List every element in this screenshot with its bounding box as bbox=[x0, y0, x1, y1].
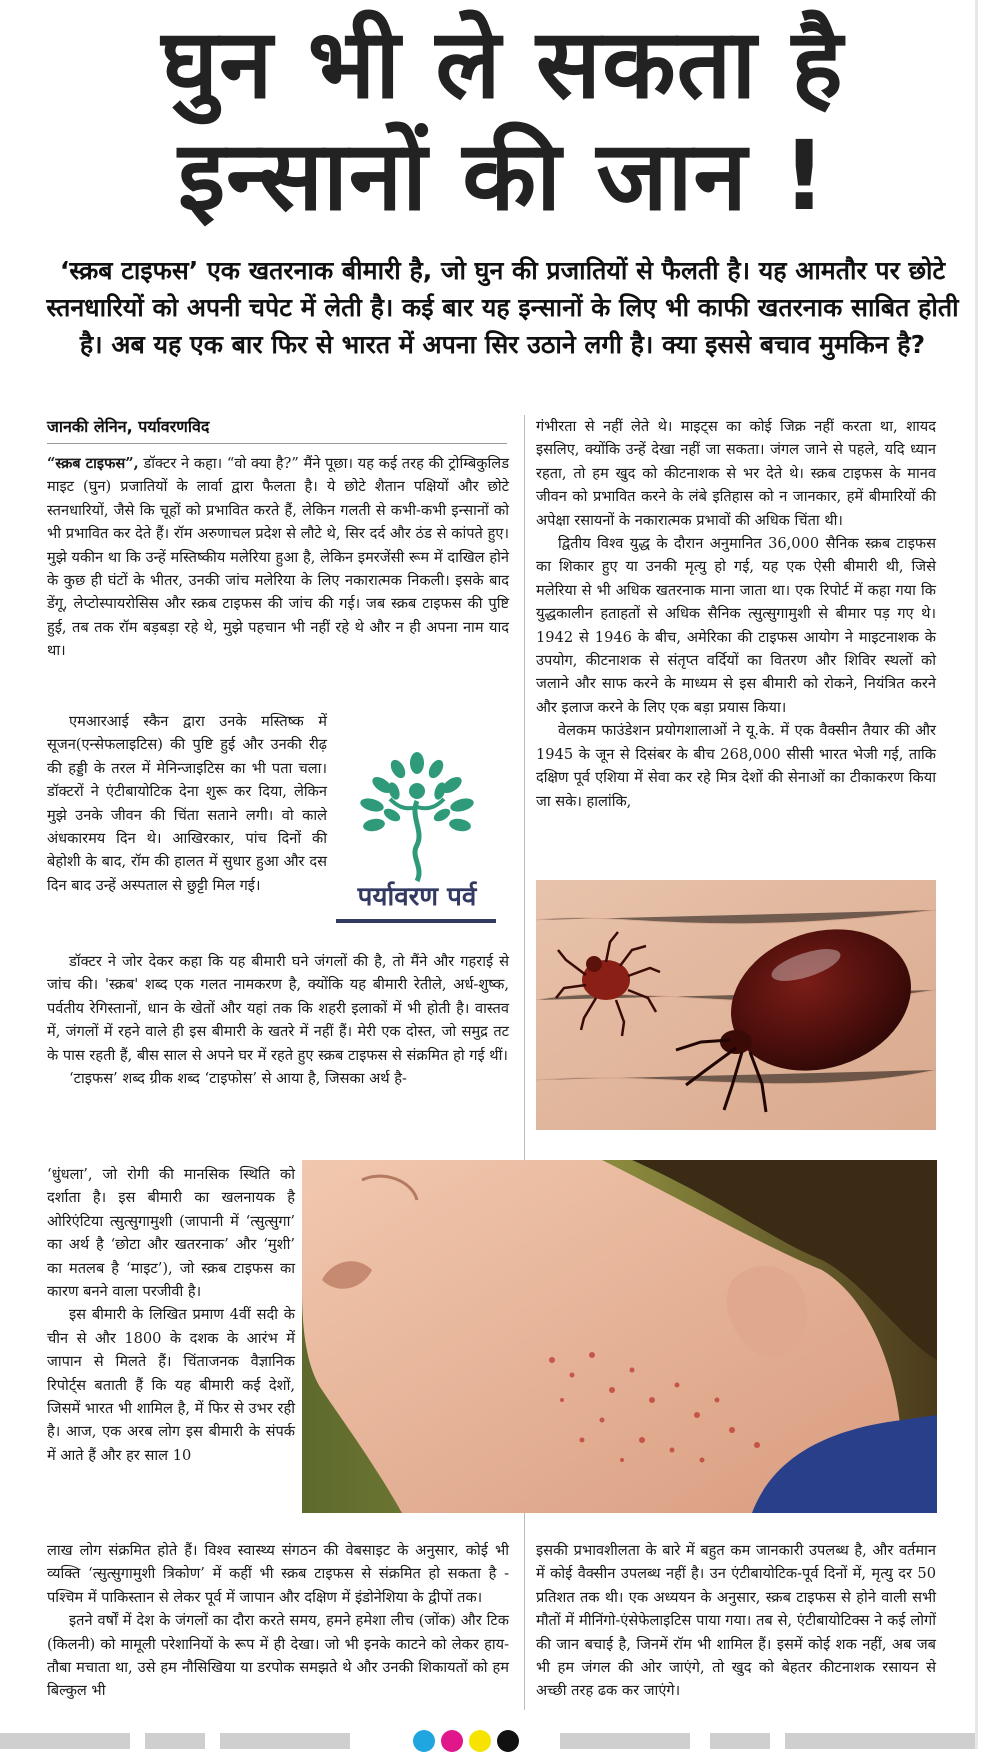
left-column-middle bbox=[47, 950, 509, 1090]
tree-figure-icon bbox=[332, 745, 502, 885]
deck: ‘स्क्रब टाइफस’ एक खतरनाक बीमारी है, जो घुन की प्रजातियों से फैलती है। यह आमतौर पर छोटे स्तनधारियों को अपनी चपेट में लेती है। कई बार यह इन्सानों के लिए भी काफी खतरनाक साबित होती है। अब यह एक बार फिर से भारत में अपना सिर उठाने लगी है। क्या इससे बचाव मुमकिन है? bbox=[46, 256, 959, 359]
lead-word: “स्क्रब टाइफस”, bbox=[47, 455, 139, 472]
paragraph-1-text: डॉक्टर ने कहा। “वो क्या है?” मैंने पूछा। यह कई तरह की ट्रोम्बिकुलिड माइट (घुन) प्रजातियों के लार्वा द्वारा फैलता है। ये छोटे शैतान पक्षियों और छोटे स्तनधारियों, जैसे कि चूहों को प्रभावित करते हैं, लेकिन गलती से कभी-कभी इन्सानों को भी प्रभावित कर देते हैं। रॉम अरुणाचल प्रदेश से लौटे थे, सिर दर्द और ठंड से कांपते हुए। मुझे यकीन था कि उन्हें मस्तिष्कीय मलेरिया हुआ है, लेकिन इमरजेंसी रूम में दाखिल होने के कुछ ही घंटों के भीतर, उनकी जांच मलेरिया के लिए नकारात्मक निकली। इसके बाद डेंगू, लेप्टोस्पायरोसिस और स्क्रब टाइफस की जांच की गई। जब स्क्रब टाइफस की पुष्टि हुई, तब तक रॉम बड़बड़ा रहे थे, मुझे पहचान भी नहीं रहे थे और न ही अपना नाम याद था। bbox=[47, 455, 510, 660]
left-column-top bbox=[47, 452, 509, 663]
headline-line-1: घुन भी ले सकता है bbox=[161, 8, 844, 120]
rash-photo bbox=[302, 1160, 937, 1513]
logo-text: पर्यावरण पर्व bbox=[357, 882, 477, 912]
paragraph-3: डॉक्टर ने जोर देकर कहा कि यह बीमारी घने जंगलों की है, तो मैंने और गहराई से जांच की। 'स्क्रब' शब्द एक गलत नामकरण है, क्योंकि यह बीमारी रेतीले, अर्ध-शुष्क, पर्वतीय रेगिस्तानों, धान के खेतों और यहां तक कि शहरी इलाकों में भी होती है। वास्तव में, जंगलों में रहने वाले ही इस बीमारी के खतरे में नहीं हैं। मेरी एक दोस्त, जो समुद्र तट के पास रहती हैं, बीस साल से अपने घर में रहते हुए स्क्रब टाइफस से संक्रमित हो गई थीं। bbox=[47, 953, 509, 1064]
logo-underline bbox=[336, 919, 496, 923]
paragraph-1 bbox=[47, 452, 509, 663]
headline bbox=[0, 8, 1005, 232]
right-column-top bbox=[536, 415, 936, 813]
paragraph-5-end: लाख लोग संक्रमित होते हैं। विश्व स्वास्थ्य संगठन की वेबसाइट के अनुसार, कोई भी व्यक्ति ‘त्सुत्सुगामुशी त्रिकोण’ में कहीं भी स्क्रब टाइफस से संक्रमित हो सकता है - पश्चिम में पाकिस्तान से लेकर पूर्व में जापान और दक्षिण में इंडोनेशिया के द्वीपों तक। bbox=[47, 1542, 509, 1606]
byline-divider bbox=[47, 443, 507, 444]
column-divider bbox=[524, 415, 525, 1710]
right-column-bottom bbox=[536, 1539, 936, 1703]
paragraph-6: इतने वर्षों में देश के जंगलों का दौरा करते समय, हमने हमेशा लीच (जोंक) और टिक (किलनी) को मामूली परेशानियों के रूप में ही देखा। जो भी इनके काटने को लेकर हाय-तौबा मचाता था, उसे हम नौसिखिया या डरपोक समझते थे और उनकी शिकायतों को हम बिल्कुल भी bbox=[47, 1612, 509, 1700]
left-column-bottom bbox=[47, 1539, 509, 1703]
paragraph-5-wrap: इस बीमारी के लिखित प्रमाण 4वीं सदी के चीन से और 1800 के दशक के आरंभ में जापान से मिलते हैं। चिंताजनक वैज्ञानिक रिपोर्ट्स बताती हैं कि यह बीमारी कई देशों, जिसमें भारत भी शामिल है, में फिर से उभर रही है। आज, एक अरब लोग इस बीमारी के संपर्क में आते हैं और हर साल 10 bbox=[47, 1306, 295, 1464]
byline: जानकी लेनिन, पर्यावरणविद bbox=[47, 417, 210, 436]
page-edge bbox=[975, 0, 978, 1749]
left-column-wrap bbox=[47, 1163, 295, 1467]
paragraph-4-wrap: ‘धुंधला’, जो रोगी की मानसिक स्थिति को दर्शाता है। इस बीमारी का खलनायक है ओरिएंटिया त्सुत्सुगामुशी (जापानी में ‘त्सुत्सुगा’ का अर्थ है ‘छोटा और खतरनाक’ और ‘मुशी’ का मतलब है ‘माइट’), जो स्क्रब टाइफस का कारण बनने वाला परजीवी है। bbox=[47, 1166, 295, 1301]
right-paragraph-3: वेलकम फाउंडेशन प्रयोगशालाओं ने यू.के. में एक वैक्सीन तैयार की और 1945 के जून से दिसंबर के बीच 268,000 सीसी भारत भेजी गई, ताकि दक्षिण पूर्व एशिया में सेवा कर रहे मित्र देशों की सेनाओं का टीकाकरण किया जा सके। हालांकि, bbox=[536, 722, 936, 810]
right-paragraph-4: इसकी प्रभावशीलता के बारे में बहुत कम जानकारी उपलब्ध है, और वर्तमान में कोई वैक्सीन उपलब्ध नहीं है। उन एंटीबायोटिक-पूर्व दिनों में, मृत्यु दर 50 प्रतिशत तक थी। एक अध्ययन के अनुसार, स्क्रब टाइफस से होने वाली सभी मौतों में मीनिंगो-एंसेफेलाइटिस पाया गया। तब से, एंटीबायोटिक्स ने कई लोगों की जान बचाई है, जिनमें रॉम भी शामिल हैं। इसमें कोई शक नहीं, अब जब भी हम जंगल की ओर जाएंगे, तो खुद को बेहतर कीटनाशक रसायन से अच्छी तरह ढक कर जाएंगे। bbox=[536, 1542, 936, 1700]
tick-photo bbox=[536, 880, 936, 1130]
paragraph-4-start: ‘टाइफस’ शब्द ग्रीक शब्द ‘टाइफोस’ से आया है, जिसका अर्थ है- bbox=[69, 1070, 407, 1088]
headline-line-2: इन्सानों की जान ! bbox=[178, 120, 827, 232]
left-column-narrow bbox=[47, 710, 327, 897]
right-paragraph-2: द्वितीय विश्व युद्ध के दौरान अनुमानित 36,000 सैनिक स्क्रब टाइफस का शिकार हुए या उनकी मृत्यु हो गई, यह एक ऐसी बीमारी थी, जिसे मलेरिया से भी अधिक खतरनाक माना जाता था। एक रिपोर्ट में कहा गया कि युद्धकालीन हताहतों से अधिक सैनिक त्सुत्सुगामुशी से बीमार पड़ गए थे। 1942 से 1946 के बीच, अमेरिका की टाइफस आयोग ने माइटनाशक के उपयोग, कीटनाशक से संतृप्त वर्दियों का वितरण और शिविर स्थलों को जलाने और साफ करने के माध्यम से इस बीमारी को रोकने, नियंत्रित करने और इलाज करने के लिए एक बड़ा प्रयास किया। bbox=[536, 535, 936, 716]
paragraph-2: एमआरआई स्कैन द्वारा उनके मस्तिष्क में सूजन(एन्सेफलाइटिस) की पुष्टि हुई और उनकी रीढ़ की हड्डी के तरल में मेनिन्जाइटिस का भी पता चला। डॉक्टरों ने एंटीबायोटिक देना शुरू कर दिया, लेकिन मुझे उनके जीवन की चिंता सताने लगी। वो काले अंधकारमय दिन थे। आखिरकार, पांच दिनों की बेहोशी के बाद, रॉम की हालत में सुधार हुआ और दस दिन बाद उन्हें अस्पताल से छुट्टी मिल गई। bbox=[47, 713, 327, 894]
right-paragraph-1: गंभीरता से नहीं लेते थे। माइट्स का कोई जिक्र नहीं करता था, शायद इसलिए, क्योंकि उन्हें देखा नहीं जा सकता। जंगल जाने से पहले, यदि ध्यान रहता, तो हम खुद को कीटनाशक से भर देते थे। स्क्रब टाइफस के मानव जीवन को प्रभावित करने के लंबे इतिहास को न जानकार, हमें बीमारियों की अपेक्षा रसायनों के नकारात्मक प्रभावों की अधिक चिंता थी। bbox=[536, 418, 936, 529]
